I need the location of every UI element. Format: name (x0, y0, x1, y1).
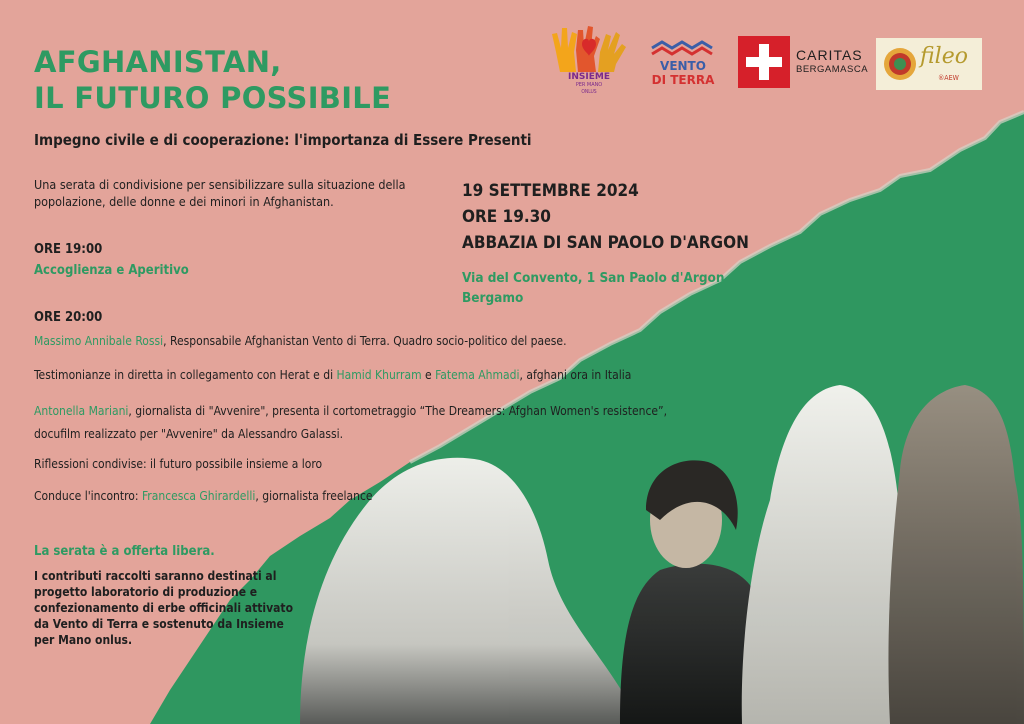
speaker-mariani: Antonella Mariani (34, 404, 129, 418)
program-item-2 (34, 367, 631, 384)
program-item-1 (34, 333, 567, 350)
offer-text: La serata è a offerta libera. (34, 544, 215, 559)
title-line2: IL FUTURO POSSIBILE (34, 81, 392, 115)
contributions-text (34, 568, 293, 648)
vento-text-line2: DI TERRA (651, 73, 715, 87)
p1-rest: , Responsabile Afghanistan Vento di Terra. Quadro socio-politico del paese. (163, 334, 567, 348)
program-item-3 (34, 403, 667, 443)
fileo-mosaic-icon (882, 46, 918, 82)
p5-rest: , giornalista freelance (255, 489, 373, 503)
insieme-per-mano-logo (548, 22, 630, 94)
caritas-text-line1: CARITAS (796, 47, 863, 63)
insieme-sub-text: PER MANO (575, 82, 603, 88)
page-title (34, 44, 391, 116)
title-line1: AFGHANISTAN, (34, 45, 282, 79)
slot2-time: ORE 20:00 (34, 310, 103, 325)
slot1-time: ORE 19:00 (34, 242, 103, 257)
figure-far-right (888, 385, 1024, 724)
caritas-text-line2: BERGAMASCA (796, 64, 869, 75)
p3-line2: docufilm realizzato per "Avvenire" da Alessandro Galassi. (34, 427, 344, 441)
event-address (462, 268, 725, 308)
speaker-ahmadi: Fatema Ahmadi (435, 368, 520, 382)
contrib-line5: per Mano onlus. (34, 633, 133, 647)
intro-text: Una serata di condivisione per sensibilizzare sulla situazione della popolazione, delle donne e dei minori in Afghanistan. (34, 177, 406, 209)
event-details (462, 178, 749, 256)
speaker-khurram: Hamid Khurram (336, 368, 422, 382)
contrib-line1: I contributi raccolti saranno destinati al (34, 569, 277, 583)
address-line1: Via del Convento, 1 San Paolo d'Argon (462, 270, 725, 286)
hands-icon (548, 22, 630, 74)
p2-a: Testimonianze in diretta in collegamento con Herat e di (34, 368, 337, 382)
p2-b: e (421, 368, 436, 382)
caritas-logo (738, 36, 868, 90)
speaker-rossi: Massimo Annibale Rossi (34, 334, 164, 348)
event-date: 19 SETTEMBRE 2024 (462, 181, 639, 201)
event-time: ORE 19.30 (462, 207, 551, 227)
speaker-ghirardelli: Francesca Ghirardelli (141, 489, 256, 503)
program-item-5 (34, 488, 373, 505)
contrib-line2: progetto laboratorio di produzione e (34, 585, 258, 599)
p2-c: , afghani ora in Italia (519, 368, 632, 382)
page-subtitle: Impegno civile e di cooperazione: l'importanza di Essere Presenti (34, 131, 532, 149)
wind-icon (648, 38, 718, 60)
vento-di-terra-logo (648, 38, 718, 90)
p3-rest-line1: , giornalista di "Avvenire", presenta il cortometraggio “The Dreamers: Afghan Women's resistence”, (128, 404, 668, 418)
caritas-cross-icon (738, 36, 790, 88)
vento-text-line1: VENTO (660, 59, 706, 73)
insieme-text: INSIEME (568, 72, 610, 82)
insieme-onlus-text: ONLUS (581, 89, 597, 95)
slot1-desc: Accoglienza e Aperitivo (34, 263, 189, 278)
contrib-line4: da Vento di Terra e sostenuto da Insieme (34, 617, 284, 631)
address-line2: Bergamo (462, 290, 524, 306)
fileo-text: fileo (920, 44, 968, 69)
program-item-4: Riflessioni condivise: il futuro possibile insieme a loro (34, 457, 323, 471)
event-venue: ABBAZIA DI SAN PAOLO D'ARGON (462, 233, 749, 253)
fileo-logo (876, 38, 982, 90)
fileo-sub-text: ®AEW (938, 74, 959, 82)
p5-a: Conduce l'incontro: (34, 489, 142, 503)
contrib-line3: confezionamento di erbe officinali attivato (34, 601, 294, 615)
